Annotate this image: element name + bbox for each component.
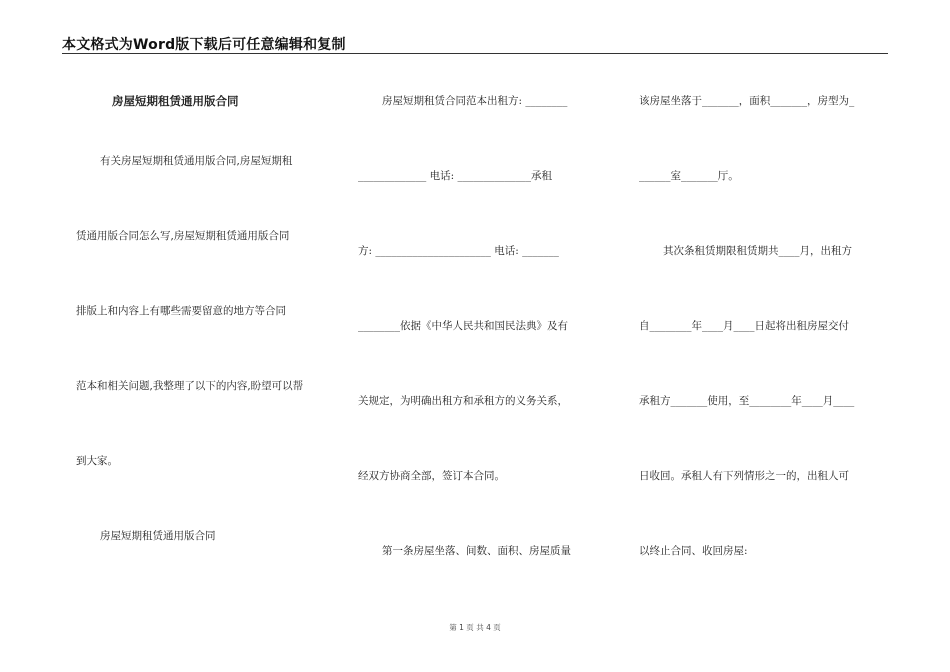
text-line: 关规定，为明确出租方和承租方的义务关系， <box>358 395 568 407</box>
text-line: 方: ______________________ 电话: _______ <box>358 245 559 257</box>
text-line: 到大家。 <box>76 455 118 467</box>
text-line: 经双方协商全部，签订本合同。 <box>358 470 505 482</box>
text-line: 其次条租赁期限租赁期共____月，出租方 <box>663 245 852 257</box>
text-line: 自________年____月____日起将出租房屋交付 <box>639 320 849 332</box>
text-line: 有关房屋短期租赁通用版合同,房屋短期租 <box>100 155 293 167</box>
text-line: 范本和相关问题,我整理了以下的内容,盼望可以帮 <box>76 380 304 392</box>
text-line: 第一条房屋坐落、间数、面积、房屋质量 <box>382 545 571 557</box>
text-line: _____________ 电话: ______________承租 <box>358 170 552 182</box>
text-line: ______室_______厅。 <box>639 170 739 182</box>
document-header: 本文格式为Word版下载后可任意编辑和复制 <box>62 37 346 53</box>
text-line: 排版上和内容上有哪些需要留意的地方等合同 <box>76 305 286 317</box>
text-line: 承租方_______使用，至________年____月____ <box>639 395 855 407</box>
text-line: ________依据《中华人民共和国民法典》及有 <box>358 320 568 332</box>
contract-title: 房屋短期租赁通用版合同 <box>112 94 239 108</box>
text-line: 以终止合同、收回房屋: <box>639 545 748 557</box>
header-divider <box>62 53 888 54</box>
page-number: 第 1 页 共 4 页 <box>449 623 501 632</box>
text-line: 该房屋坐落于_______，面积_______，房型为_ <box>639 95 855 107</box>
text-line: 日收回。承租人有下列情形之一的，出租人可 <box>639 470 849 482</box>
text-line: 赁通用版合同怎么写,房屋短期租赁通用版合同 <box>76 230 290 242</box>
text-line: 房屋短期租赁合同范本出租方: ________ <box>382 95 568 107</box>
text-line: 房屋短期租赁通用版合同 <box>100 530 216 542</box>
